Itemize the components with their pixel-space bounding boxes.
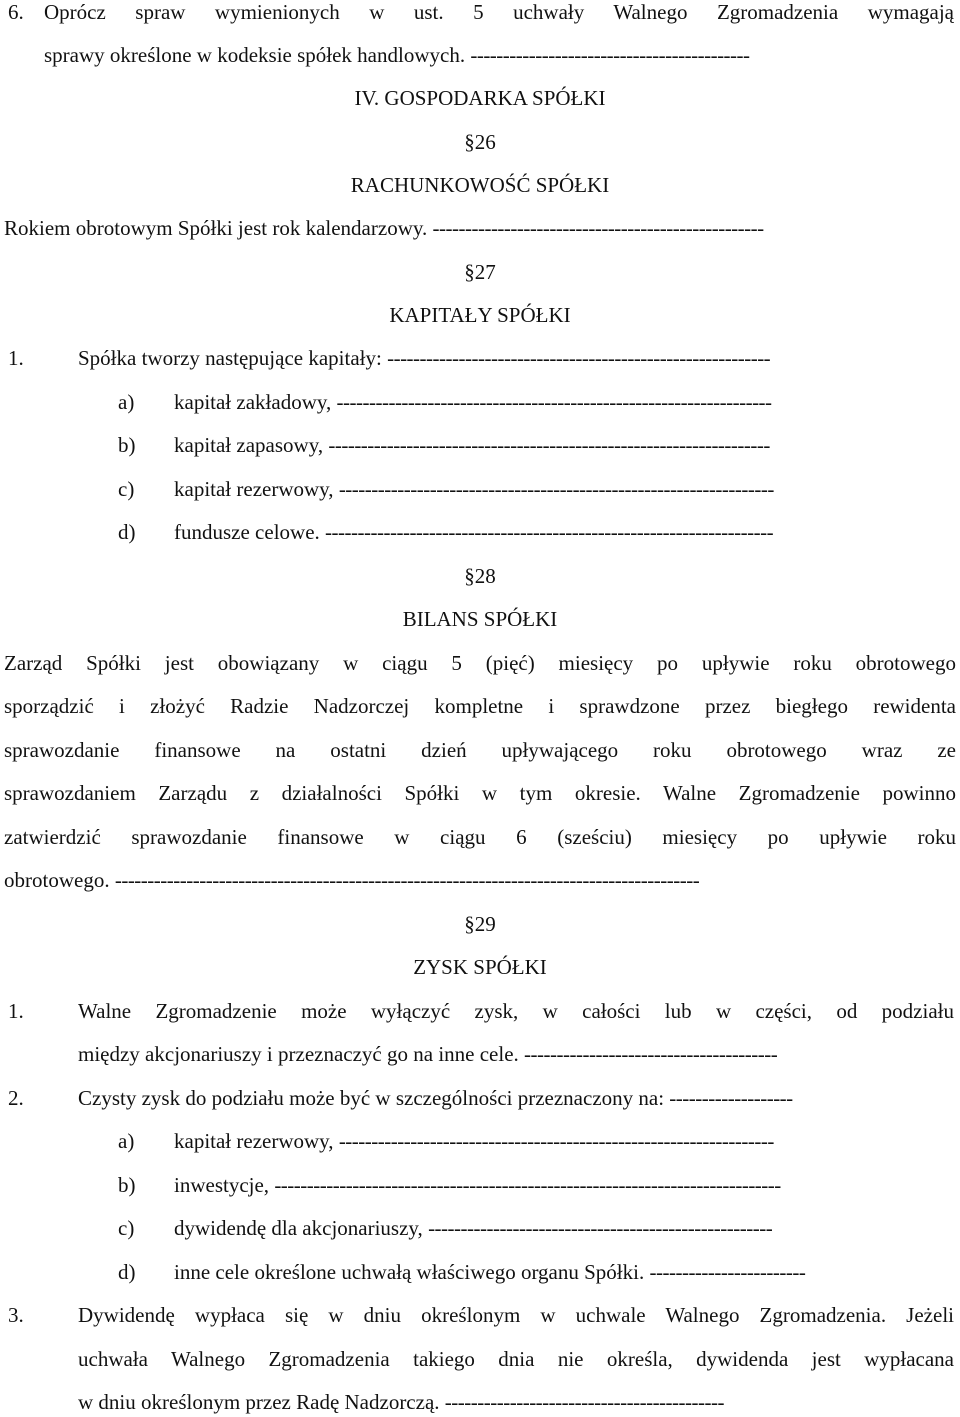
paragraph-line	[78, 343, 954, 373]
paragraph-line: Walne Zgromadzenie może wyłączyć zysk, w całości lub w części, od podziału	[78, 999, 954, 1023]
list-letter: c)	[118, 477, 135, 501]
dash-filler: ------------------------	[649, 1260, 806, 1284]
section-title: RACHUNKOWOŚĆ SPÓŁKI	[350, 173, 610, 197]
item-number: 1.	[8, 346, 24, 370]
list-item	[174, 1257, 954, 1287]
list-letter: d)	[118, 1260, 136, 1284]
dash-filler: ---------------------------------------	[524, 1042, 778, 1066]
paragraph-line	[78, 1387, 954, 1417]
section-title: ZYSK SPÓŁKI	[413, 955, 547, 979]
paragraph-line: sprawozdanie finansowe na ostatni dzień upływającego roku obrotowego wraz ze	[4, 738, 956, 762]
list-letter: b)	[118, 433, 136, 457]
item-number: 6.	[8, 0, 24, 24]
paragraph-line: sporządzić i złożyć Radzie Nadzorczej kompletne i sprawdzone przez biegłego rewidenta	[4, 694, 956, 718]
paragraph-line	[4, 213, 956, 243]
dash-filler: ---------------------------------------------------------------------	[325, 520, 774, 544]
item-number: 1.	[8, 999, 24, 1023]
section-number: §26	[464, 130, 496, 154]
paragraph-text: Czysty zysk do podziału może być w szczególności przeznaczony na:	[78, 1086, 665, 1110]
dash-filler: --------------------------------------------------------------------	[328, 433, 770, 457]
paragraph-text: sprawy określone w kodeksie spółek handlowych.	[44, 43, 466, 67]
list-item-text: kapitał rezerwowy,	[174, 1129, 334, 1153]
list-item	[174, 474, 954, 504]
list-item	[174, 1126, 954, 1156]
paragraph-text: obrotowego.	[4, 868, 110, 892]
dash-filler: ------------------------------------------------------------------------------	[274, 1173, 781, 1197]
section-number: §27	[464, 260, 496, 284]
section-title: KAPITAŁY SPÓŁKI	[389, 303, 571, 327]
paragraph-line: sprawozdaniem Zarządu z działalności Spółki w tym okresie. Walne Zgromadzenie powinno	[4, 781, 956, 805]
dash-filler: -----------------------------------------------------------	[387, 346, 771, 370]
paragraph-line	[78, 1039, 954, 1069]
paragraph-line	[78, 1083, 954, 1113]
paragraph-text: Spółka tworzy następujące kapitały:	[78, 346, 382, 370]
dash-filler: ---------------------------------------------------	[432, 216, 764, 240]
list-item	[174, 430, 954, 460]
paragraph-line: Zarząd Spółki jest obowiązany w ciągu 5 (pięć) miesięcy po upływie roku obrotowego	[4, 651, 956, 675]
list-letter: d)	[118, 520, 136, 544]
item-number: 2.	[8, 1086, 24, 1110]
dash-filler: -------------------------------------------------------------------	[336, 390, 772, 414]
paragraph-line: Dywidendę wypłaca się w dniu określonym w uchwale Walnego Zgromadzenia. Jeżeli	[78, 1303, 954, 1327]
chapter-title: IV. GOSPODARKA SPÓŁKI	[354, 86, 606, 110]
list-item-text: inne cele określone uchwałą właściwego organu Spółki.	[174, 1260, 645, 1284]
dash-filler: -----------------------------------------------------	[428, 1216, 773, 1240]
dash-filler: -------------------------------------------	[470, 43, 750, 67]
section-sign: §	[464, 260, 475, 284]
list-item	[174, 1213, 954, 1243]
paragraph-line: uchwała Walnego Zgromadzenia takiego dnia nie określa, dywidenda jest wypłacana	[78, 1347, 954, 1371]
paragraph-text: w dniu określonym przez Radę Nadzorczą.	[78, 1390, 440, 1414]
list-letter: a)	[118, 390, 135, 414]
list-item-text: kapitał rezerwowy,	[174, 477, 334, 501]
section-number: §29	[464, 912, 496, 936]
list-item-text: dywidendę dla akcjonariuszy,	[174, 1216, 423, 1240]
list-item	[174, 387, 954, 417]
section-sign: §	[464, 130, 475, 154]
section-title: BILANS SPÓŁKI	[402, 607, 558, 631]
paragraph-line: zatwierdzić sprawozdanie finansowe w ciągu 6 (sześciu) miesięcy po upływie roku	[4, 825, 956, 849]
dash-filler: ------------------------------------------------------------------------------------------	[114, 868, 700, 892]
paragraph-line	[4, 865, 956, 895]
paragraph-text: między akcjonariuszy i przeznaczyć go na inne cele.	[78, 1042, 519, 1066]
list-letter: c)	[118, 1216, 135, 1240]
section-sign: §	[464, 912, 475, 936]
list-item	[174, 517, 954, 547]
section-sign: §	[464, 564, 475, 588]
section-number: §28	[464, 564, 496, 588]
paragraph-text: Rokiem obrotowym Spółki jest rok kalendarzowy.	[4, 216, 428, 240]
dash-filler: -------------------------------------------	[444, 1390, 724, 1414]
list-item-text: kapitał zapasowy,	[174, 433, 324, 457]
dash-filler: -------------------------------------------------------------------	[338, 1129, 774, 1153]
dash-filler: -------------------	[669, 1086, 793, 1110]
paragraph-line	[44, 40, 954, 70]
dash-filler: -------------------------------------------------------------------	[338, 477, 774, 501]
paragraph-line: Oprócz spraw wymienionych w ust. 5 uchwały Walnego Zgromadzenia wymagają	[44, 0, 954, 24]
item-number: 3.	[8, 1303, 24, 1327]
list-item-text: kapitał zakładowy,	[174, 390, 332, 414]
list-item	[174, 1170, 954, 1200]
list-item-text: inwestycje,	[174, 1173, 270, 1197]
list-letter: b)	[118, 1173, 136, 1197]
list-letter: a)	[118, 1129, 135, 1153]
list-item-text: fundusze celowe.	[174, 520, 320, 544]
